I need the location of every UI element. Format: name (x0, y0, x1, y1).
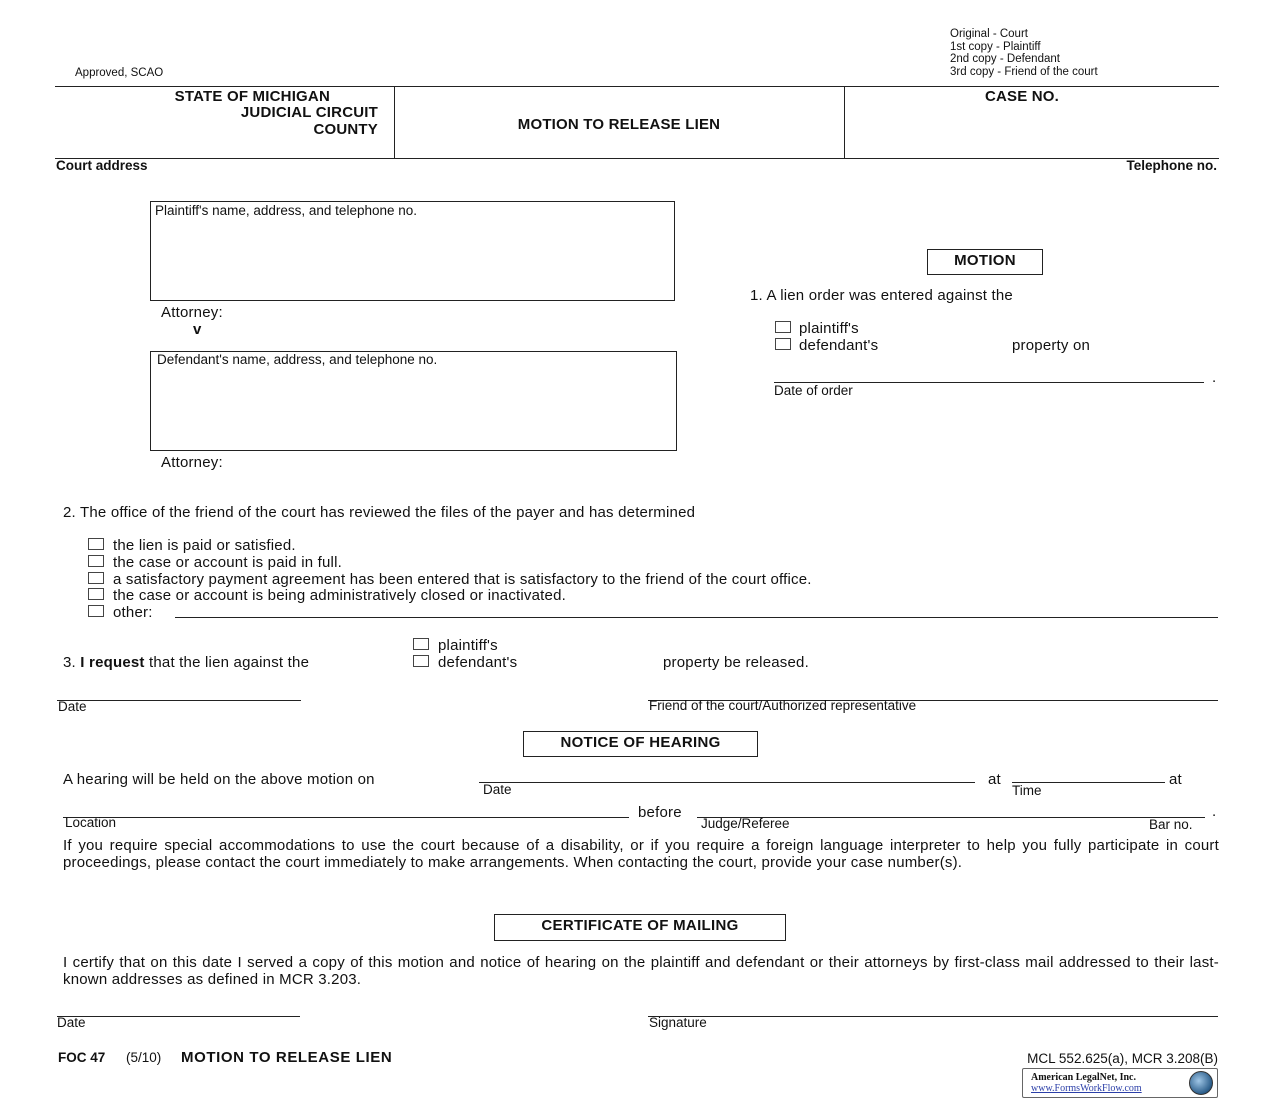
location-line[interactable] (63, 817, 629, 818)
other-line[interactable] (175, 617, 1218, 618)
item2-checkbox-paid[interactable] (88, 538, 104, 550)
hearing-date-line[interactable] (479, 782, 975, 783)
at-label-2: at (1169, 771, 1182, 788)
form-number: FOC 47 (58, 1050, 106, 1065)
period-mark: . (1212, 803, 1217, 820)
item1-defendant-label: defendant's (799, 337, 879, 354)
header-divider (394, 86, 395, 158)
item1-defendant-checkbox[interactable] (775, 338, 791, 350)
item2-option: the case or account is paid in full. (113, 554, 342, 571)
case-no-label: CASE NO. (984, 88, 1060, 105)
motion-heading: MOTION (927, 249, 1043, 275)
signature-label: Signature (649, 1015, 707, 1030)
item2-option: a satisfactory payment agreement has been entered that is satisfactory to the friend of the court office. (113, 571, 812, 588)
item2-option: the lien is paid or satisfied. (113, 537, 296, 554)
defendant-attorney-label: Attorney: (161, 454, 223, 471)
defendant-label: Defendant's name, address, and telephone no. (157, 352, 438, 367)
notice-heading: NOTICE OF HEARING (523, 731, 758, 757)
plaintiff-attorney-label: Attorney: (161, 304, 223, 321)
hearing-date-label: Date (483, 782, 512, 797)
copy-line: 1st copy - Plaintiff (950, 40, 1041, 53)
form-revision: (5/10) (126, 1050, 162, 1065)
hearing-line-text: A hearing will be held on the above motion on (63, 771, 375, 788)
copy-line: 2nd copy - Defendant (950, 53, 1060, 65)
form-title: MOTION TO RELEASE LIEN (517, 116, 721, 133)
item1-plaintiff-label: plaintiff's (799, 320, 859, 337)
certificate-date-line[interactable] (57, 1016, 300, 1017)
item3-plaintiff-checkbox[interactable] (413, 638, 429, 650)
item3-rest: that the lien against the (149, 654, 310, 671)
telephone-label: Telephone no. (1126, 158, 1217, 173)
logo-url[interactable]: www.FormsWorkFlow.com (1031, 1083, 1142, 1094)
signature-line[interactable] (648, 1016, 1218, 1017)
motion-date-line[interactable] (57, 700, 301, 701)
item3-end: property be released. (663, 654, 809, 671)
item3-defendant-checkbox[interactable] (413, 655, 429, 667)
county-label: COUNTY (313, 121, 378, 138)
date-of-order-label: Date of order (774, 383, 853, 398)
location-label: Location (65, 815, 117, 830)
judge-label: Judge/Referee (701, 816, 790, 831)
item2-checkbox-full[interactable] (88, 555, 104, 567)
logo-name: American LegalNet, Inc. (1031, 1072, 1136, 1083)
approved-label: Approved, SCAO (75, 67, 164, 79)
certificate-text: I certify that on this date I served a copy of this motion and notice of hearing on the plaintiff and defendant or their attorneys by first-class mail addressed to their last-known addresses as defined in MCR 3.203. (63, 954, 1219, 988)
versus-label: v (193, 321, 202, 338)
copy-line: Original - Court (950, 28, 1028, 40)
plaintiff-box[interactable] (150, 201, 675, 301)
certificate-date-label: Date (57, 1015, 86, 1030)
hearing-time-label: Time (1012, 783, 1042, 798)
at-label: at (988, 771, 1001, 788)
property-on-label: property on (1012, 337, 1091, 354)
circuit-label: JUDICIAL CIRCUIT (240, 104, 378, 121)
item1-plaintiff-checkbox[interactable] (775, 321, 791, 333)
item2-option: other: (113, 604, 153, 621)
item2-option: the case or account is being administratively closed or inactivated. (113, 587, 566, 604)
period-mark: . (1212, 369, 1217, 386)
globe-icon (1189, 1071, 1213, 1095)
item3-text (63, 654, 309, 671)
item3-defendant-label: defendant's (438, 654, 518, 671)
header-divider (844, 86, 845, 158)
foc-label: Friend of the court/Authorized representative (649, 698, 917, 713)
plaintiff-label: Plaintiff's name, address, and telephone no. (155, 203, 418, 218)
header-top-rule (55, 86, 1219, 87)
item2-text: 2. The office of the friend of the court has reviewed the files of the payer and has determined (63, 504, 696, 521)
item2-checkbox-other[interactable] (88, 605, 104, 617)
footer-title: MOTION TO RELEASE LIEN (181, 1049, 393, 1066)
certificate-heading: CERTIFICATE OF MAILING (494, 914, 786, 941)
bar-no-label: Bar no. (1149, 817, 1193, 832)
court-address-label: Court address (56, 158, 148, 173)
motion-date-label: Date (58, 699, 87, 714)
state-label: STATE OF MICHIGAN (174, 88, 330, 105)
copy-distribution (950, 28, 1098, 78)
item3-bold: I request (80, 654, 145, 671)
legalnet-logo[interactable] (1022, 1068, 1218, 1098)
defendant-box[interactable] (150, 351, 677, 451)
accommodation-text: If you require special accommodations to use the court because of a disability, or if you require a foreign language interpreter to help you fully participate in court proceedings, please contact the court immediately to make arrangements. When contacting the court, provide your case number(s). (63, 837, 1219, 871)
item2-checkbox-agreement[interactable] (88, 572, 104, 584)
legal-citation: MCL 552.625(a), MCR 3.208(B) (1027, 1051, 1218, 1066)
item2-checkbox-closed[interactable] (88, 588, 104, 600)
item1-text: 1. A lien order was entered against the (750, 287, 1013, 304)
before-label: before (638, 804, 682, 821)
copy-line: 3rd copy - Friend of the court (950, 65, 1098, 78)
item3-number: 3. (63, 654, 76, 671)
item3-plaintiff-label: plaintiff's (438, 637, 498, 654)
